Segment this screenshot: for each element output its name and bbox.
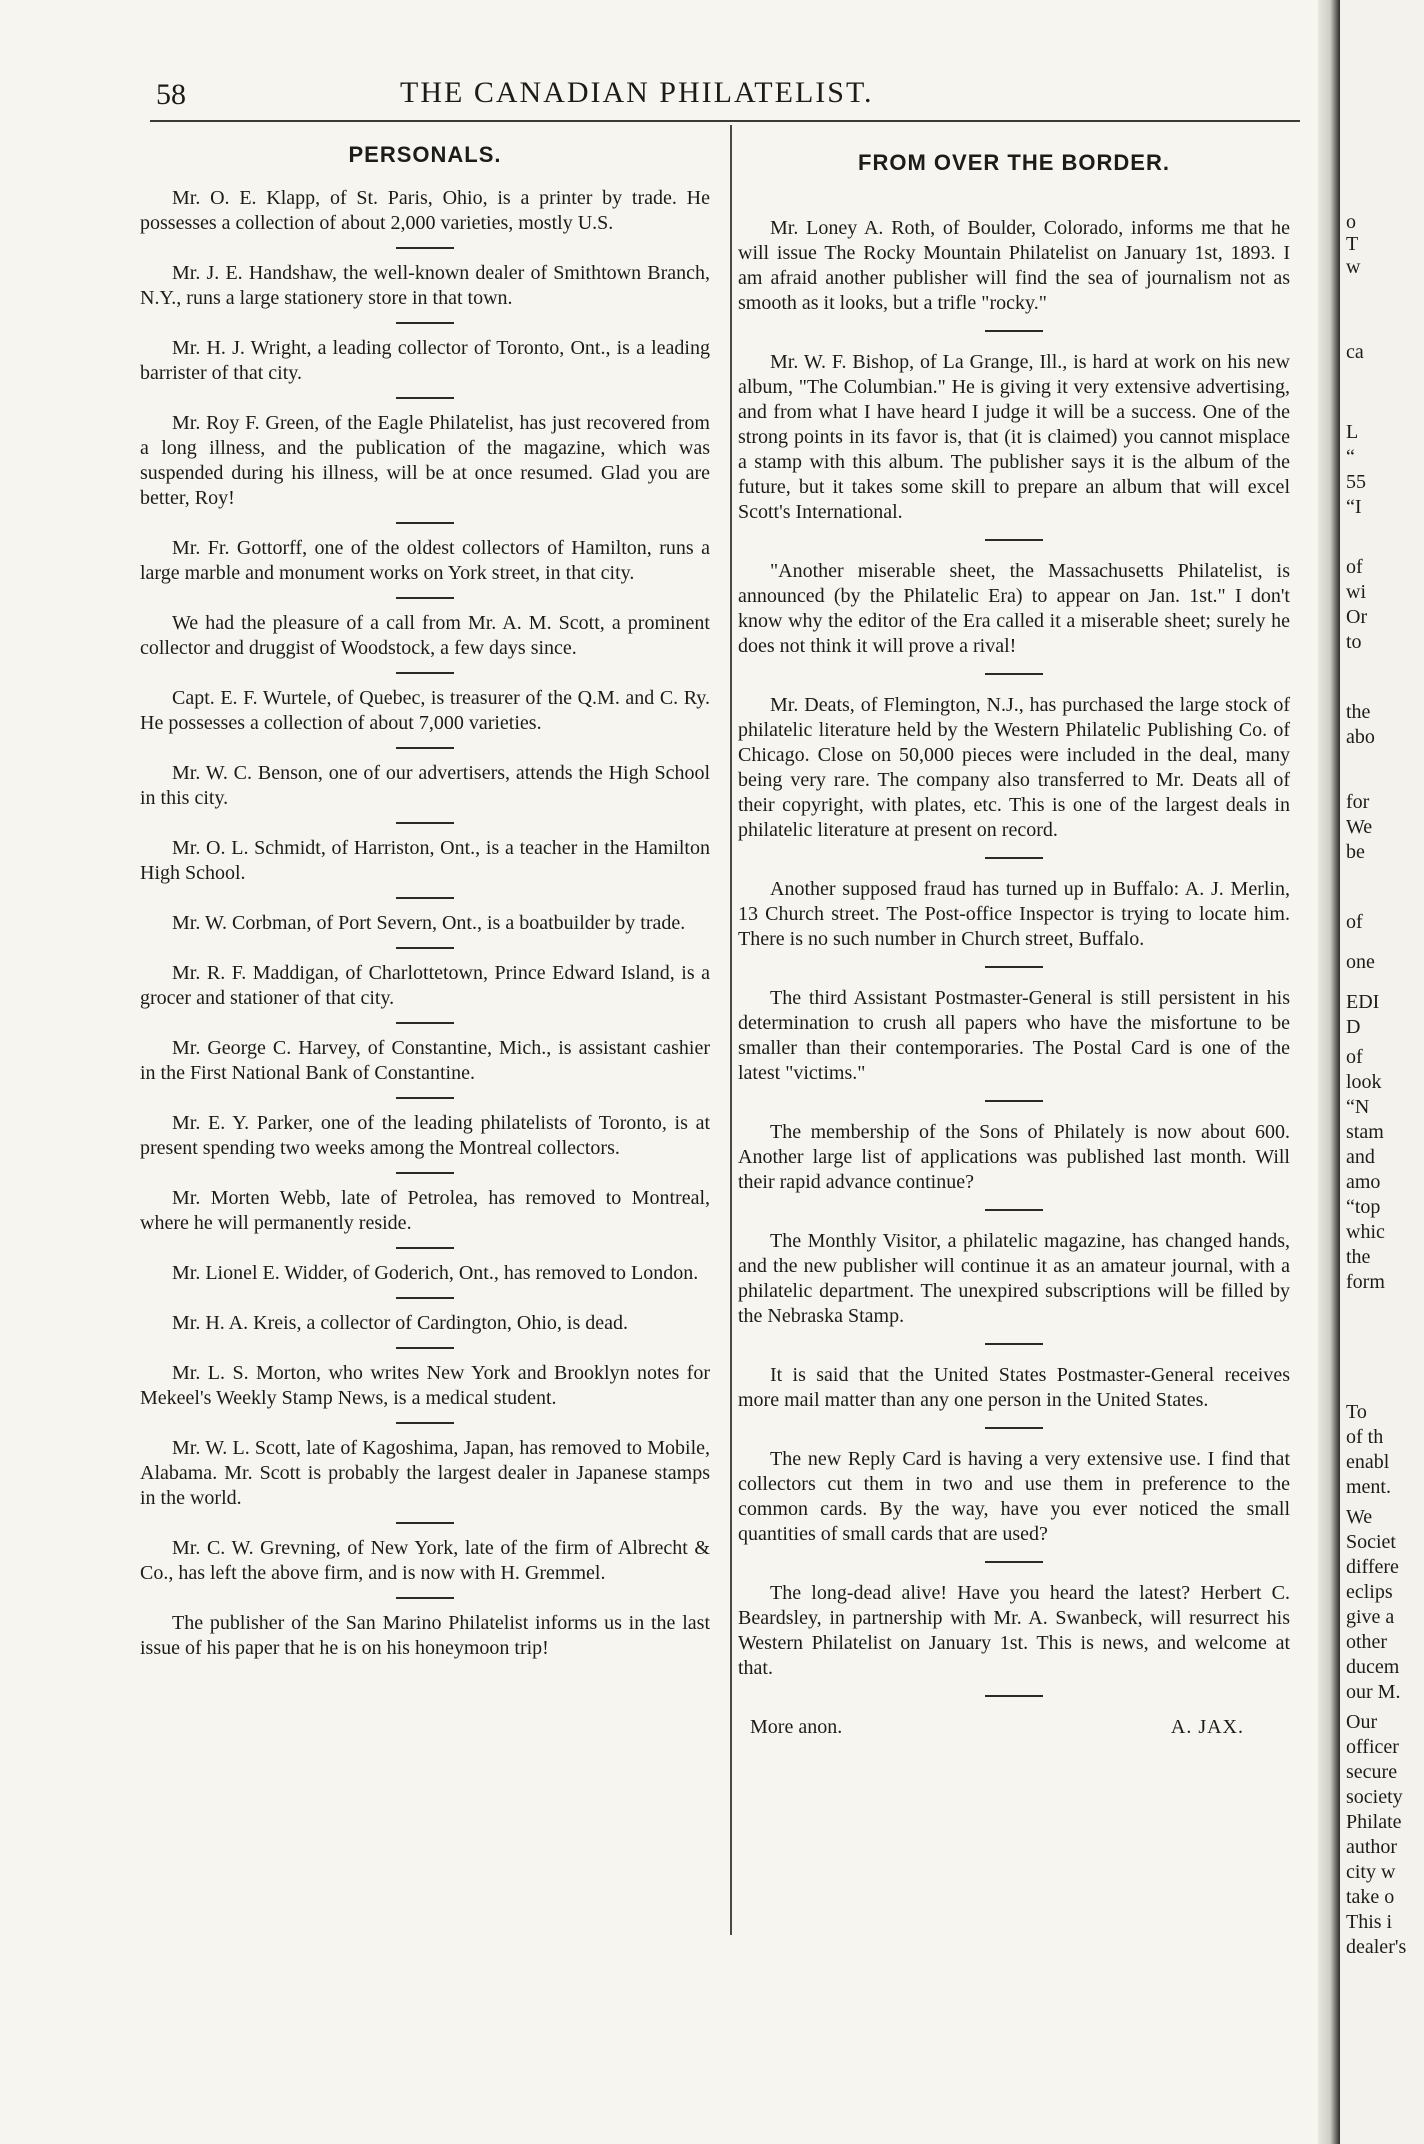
separator-rule <box>985 330 1043 332</box>
separator-rule <box>396 1097 454 1099</box>
adjacent-page-fragment: “N <box>1346 1096 1370 1118</box>
separator-rule <box>396 822 454 824</box>
adjacent-page-fragment: other <box>1346 1631 1388 1653</box>
adjacent-page-fragment: of <box>1346 911 1363 933</box>
personals-paragraphs <box>140 186 710 1661</box>
adjacent-page-fragment: author <box>1346 1836 1398 1858</box>
adjacent-page-fragment: differe <box>1346 1556 1399 1578</box>
border-news-item: Mr. W. F. Bishop, of La Grange, Ill., is hard at work on his new album, "The Columbian." He is giving it very extensive advertising, and from what I have heard I judge it will be a success. One of the strong points in its favor is, that (it is claimed) you cannot misplace a stamp with this album. The publisher says it is the album of the future, but it takes some skill to prepare an album that will excel Scott's International. <box>738 351 1290 523</box>
adjacent-page-fragment: ment. <box>1346 1476 1391 1498</box>
adjacent-page-fragment: enabl <box>1346 1451 1390 1473</box>
separator-rule <box>985 966 1043 968</box>
adjacent-page-fragment: form <box>1346 1271 1385 1293</box>
adjacent-page-fragment: D <box>1346 1016 1361 1038</box>
personal-item: Mr. George C. Harvey, of Constantine, Mich., is assistant cashier in the First National Bank of Constantine. <box>140 1037 710 1084</box>
border-news-item: The membership of the Sons of Philately is now about 600. Another large list of applications was published last month. Will their rapid advance continue? <box>738 1121 1290 1193</box>
personal-item: Mr. W. C. Benson, one of our advertisers, attends the High School in this city. <box>140 762 710 809</box>
adjacent-page-fragment: T <box>1346 233 1359 255</box>
adjacent-page-fragment: Or <box>1346 606 1368 628</box>
personal-item: Mr. Lionel E. Widder, of Goderich, Ont., has removed to London. <box>172 1262 699 1284</box>
separator-rule <box>396 1297 454 1299</box>
adjacent-page-fragment: whic <box>1346 1221 1385 1243</box>
adjacent-page-fragment: stam <box>1346 1121 1384 1143</box>
adjacent-page-fragment: o <box>1346 211 1356 233</box>
adjacent-page-fragment: “ <box>1346 446 1355 468</box>
adjacent-page-fragment: and <box>1346 1146 1375 1168</box>
separator-rule <box>396 1247 454 1249</box>
separator-rule <box>396 1522 454 1524</box>
border-news-item: The third Assistant Postmaster-General is still persistent in his determination to crush all papers who have the misfortune to be smaller than their contemporaries. The Postal Card is one of the latest "victims." <box>738 987 1290 1084</box>
adjacent-page-fragment: city w <box>1346 1861 1396 1883</box>
adjacent-page-fragment: secure <box>1346 1761 1398 1783</box>
separator-rule <box>396 322 454 324</box>
separator-rule <box>985 539 1043 541</box>
personal-item: Mr. E. Y. Parker, one of the leading philatelists of Toronto, is at present spending two weeks among the Montreal collectors. <box>140 1112 710 1159</box>
separator-rule <box>396 522 454 524</box>
personal-item: Mr. O. L. Schmidt, of Harriston, Ont., is a teacher in the Hamilton High School. <box>140 837 710 884</box>
personal-item: Capt. E. F. Wurtele, of Quebec, is treasurer of the Q.M. and C. Ry. He possesses a collection of about 7,000 varieties. <box>140 687 710 734</box>
personals-heading: PERSONALS. <box>348 142 502 167</box>
adjacent-page-fragment: look <box>1346 1071 1382 1093</box>
adjacent-page-fragment: We <box>1346 816 1373 838</box>
signature-line <box>738 1715 1290 1740</box>
border-news-item: Mr. Deats, of Flemington, N.J., has purchased the large stock of philatelic literature held by the Western Philatelic Publishing Co. of Chicago. Close on 50,000 pieces were included in the deal, many being very rare. The company also transferred to Mr. Deats all of their copyright, with plates, etc. This is one of the largest deals in philatelic literature at present on record. <box>738 694 1290 841</box>
separator-rule <box>985 1343 1043 1345</box>
personal-item: Mr. Morten Webb, late of Petrolea, has removed to Montreal, where he will permanently reside. <box>140 1187 710 1234</box>
adjacent-page-fragment: of <box>1346 1046 1363 1068</box>
personal-item: The publisher of the San Marino Philatelist informs us in the last issue of his paper that he is on his honeymoon trip! <box>140 1612 710 1659</box>
border-column <box>738 130 1290 1740</box>
adjacent-page-fragment: be <box>1346 841 1365 863</box>
adjacent-page-fragment: This i <box>1346 1911 1393 1933</box>
adjacent-page-fragment: the <box>1346 1246 1371 1268</box>
border-news-item: Mr. Loney A. Roth, of Boulder, Colorado, informs me that he will issue The Rocky Mountain Philatelist on January 1st, 1893. I am afraid another publisher will find the sea of journalism not as smooth as it looks, but a trifle "rocky." <box>738 217 1290 314</box>
adjacent-page-fragment: eclips <box>1346 1581 1393 1603</box>
border-news-item: It is said that the United States Postmaster-General receives more mail matter than any one person in the United States. <box>738 1364 1290 1411</box>
adjacent-page-fragment: Societ <box>1346 1531 1396 1553</box>
separator-rule <box>985 857 1043 859</box>
adjacent-page-fragment: “top <box>1346 1196 1381 1218</box>
separator-rule <box>396 247 454 249</box>
column-divider <box>730 125 732 1935</box>
personal-item: Mr. W. L. Scott, late of Kagoshima, Japan, has removed to Mobile, Alabama. Mr. Scott is probably the largest dealer in Japanese stamps in the world. <box>140 1437 710 1509</box>
adjacent-page-fragment: officer <box>1346 1736 1399 1758</box>
adjacent-page-fragment: abo <box>1346 726 1375 748</box>
personal-item: Mr. W. Corbman, of Port Severn, Ont., is a boatbuilder by trade. <box>172 912 686 934</box>
separator-rule <box>985 1100 1043 1102</box>
header-rule <box>150 120 1300 122</box>
adjacent-page-fragment: to <box>1346 631 1362 653</box>
adjacent-page-fragment: “I <box>1346 496 1362 518</box>
adjacent-page-fragment: L <box>1346 421 1359 443</box>
separator-rule <box>396 897 454 899</box>
separator-rule <box>396 1422 454 1424</box>
personals-column <box>140 130 710 1661</box>
separator-rule <box>396 1022 454 1024</box>
adjacent-page-edge <box>1340 0 1424 2144</box>
border-paragraphs <box>738 216 1290 1697</box>
author-signature: A. JAX. <box>1170 1716 1244 1738</box>
adjacent-page-fragment: EDI <box>1346 991 1380 1013</box>
adjacent-page-fragment: To <box>1346 1401 1367 1423</box>
adjacent-page-fragment: dealer's <box>1346 1936 1407 1958</box>
adjacent-page-fragment: w <box>1346 256 1361 278</box>
separator-rule <box>396 597 454 599</box>
personal-item: Mr. J. E. Handshaw, the well-known dealer of Smithtown Branch, N.Y., runs a large stationery store in that town. <box>140 262 710 309</box>
journal-title: THE CANADIAN PHILATELIST. <box>400 76 874 109</box>
adjacent-page-fragment: society <box>1346 1786 1403 1808</box>
adjacent-page-fragment: ducem <box>1346 1656 1400 1678</box>
personal-item: Mr. R. F. Maddigan, of Charlottetown, Prince Edward Island, is a grocer and stationer of that city. <box>140 962 710 1009</box>
separator-rule <box>985 1427 1043 1429</box>
border-news-item: The long-dead alive! Have you heard the latest? Herbert C. Beardsley, in partnership with Mr. A. Swanbeck, will resurrect his Western Philatelist on January 1st. This is news, and welcome at that. <box>738 1582 1290 1679</box>
border-news-item: Another supposed fraud has turned up in Buffalo: A. J. Merlin, 13 Church street. The Post-office Inspector is trying to locate him. There is no such number in Church street, Buffalo. <box>738 878 1290 950</box>
adjacent-page-fragment: amo <box>1346 1171 1381 1193</box>
personal-item: Mr. L. S. Morton, who writes New York and Brooklyn notes for Mekeel's Weekly Stamp News, is a medical student. <box>140 1362 710 1409</box>
adjacent-page-fragment: wi <box>1346 581 1366 603</box>
border-news-item: The Monthly Visitor, a philatelic magazine, has changed hands, and the new publisher will continue it as an amateur journal, with a philatelic department. The unexpired subscriptions will be filled by the Nebraska Stamp. <box>738 1230 1290 1327</box>
closing-text: More anon. <box>750 1716 843 1738</box>
adjacent-page-fragment: Philate <box>1346 1811 1402 1833</box>
personal-item: Mr. C. W. Grevning, of New York, late of the firm of Albrecht & Co., has left the above firm, and is now with H. Gremmel. <box>140 1537 710 1584</box>
adjacent-page-fragment: Our <box>1346 1711 1378 1733</box>
personal-item: Mr. H. J. Wright, a leading collector of Toronto, Ont., is a leading barrister of that city. <box>140 337 710 384</box>
personal-item: Mr. Roy F. Green, of the Eagle Philatelist, has just recovered from a long illness, and the publication of the magazine, which was suspended during his illness, will be at once resumed. Glad you are better, Roy! <box>140 412 710 509</box>
adjacent-page-fragment: the <box>1346 701 1371 723</box>
separator-rule <box>396 397 454 399</box>
adjacent-page-fragment: for <box>1346 791 1370 813</box>
adjacent-page-fragment: ca <box>1346 341 1364 363</box>
adjacent-page-fragment: of <box>1346 556 1363 578</box>
separator-rule <box>396 1347 454 1349</box>
page-header <box>150 70 1300 120</box>
personal-item: Mr. Fr. Gottorff, one of the oldest collectors of Hamilton, runs a large marble and monument works on York street, in that city. <box>140 537 710 584</box>
adjacent-page-fragment: 55 <box>1346 471 1366 493</box>
separator-rule <box>396 1172 454 1174</box>
adjacent-page-fragment: one <box>1346 951 1375 973</box>
personal-item: We had the pleasure of a call from Mr. A. M. Scott, a prominent collector and druggist of Woodstock, a few days since. <box>140 612 710 659</box>
personal-item: Mr. H. A. Kreis, a collector of Cardington, Ohio, is dead. <box>172 1312 629 1334</box>
separator-rule <box>985 1695 1043 1697</box>
border-news-item: The new Reply Card is having a very extensive use. I find that collectors cut them in two and use them in preference to the common cards. By the way, have you ever noticed the small quantities of small cards that are used? <box>738 1448 1290 1545</box>
personal-item: Mr. O. E. Klapp, of St. Paris, Ohio, is a printer by trade. He possesses a collection of about 2,000 varieties, mostly U.S. <box>140 187 710 234</box>
adjacent-page-fragment: We <box>1346 1506 1373 1528</box>
separator-rule <box>396 672 454 674</box>
adjacent-page-fragment: our M. <box>1346 1681 1401 1703</box>
adjacent-page-fragment: give a <box>1346 1606 1395 1628</box>
border-heading: FROM OVER THE BORDER. <box>858 150 1170 175</box>
separator-rule <box>985 1561 1043 1563</box>
separator-rule <box>396 1597 454 1599</box>
adjacent-page-fragment: of th <box>1346 1426 1384 1448</box>
border-news-item: "Another miserable sheet, the Massachusetts Philatelist, is announced (by the Philatelic Era) to appear on Jan. 1st." I don't know why the editor of the Era called it a miserable sheet; surely he does not think it will prove a rival! <box>738 560 1290 657</box>
separator-rule <box>985 673 1043 675</box>
separator-rule <box>396 747 454 749</box>
book-spine-shadow <box>1318 0 1340 2144</box>
separator-rule <box>396 947 454 949</box>
separator-rule <box>985 1209 1043 1211</box>
page-number: 58 <box>156 78 186 111</box>
adjacent-page-fragment: take o <box>1346 1886 1395 1908</box>
